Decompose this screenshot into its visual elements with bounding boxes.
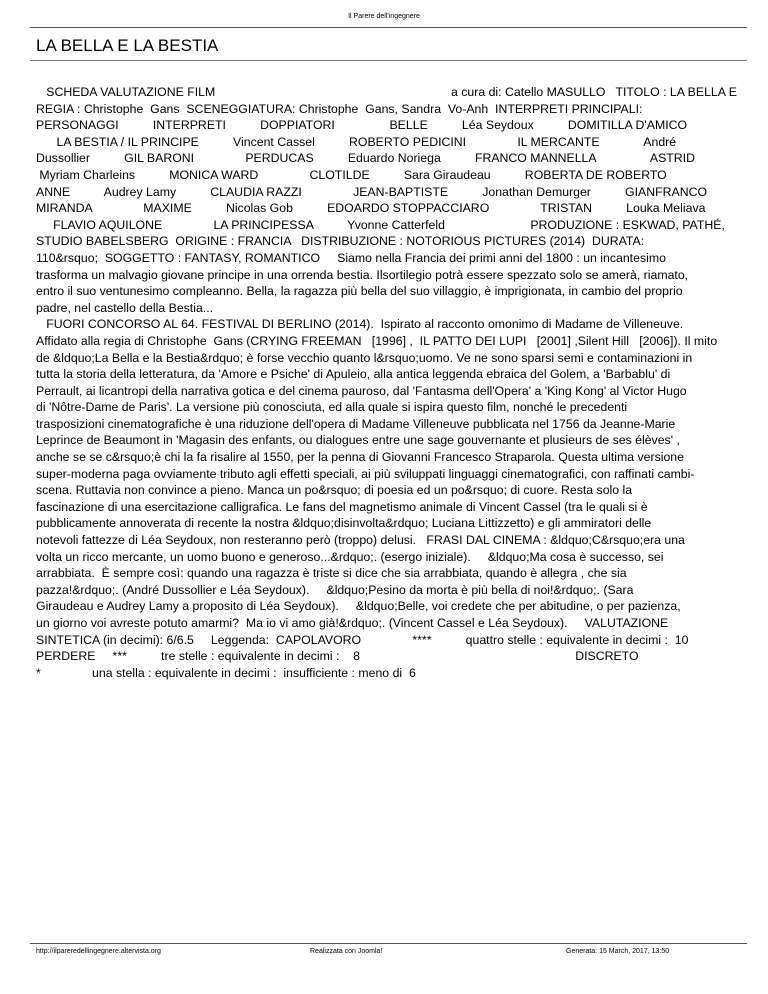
site-header: Il Parere dell'ingegnere xyxy=(348,13,420,20)
article-line: volta un ricco mercante, un uomo buono e generoso...&rdquo;. (esergo iniziale). &ldquo;Ma cosa è successo, sei xyxy=(36,549,664,564)
article-line: * una stella : equivalente in decimi : insufficiente : meno di 6 xyxy=(36,665,416,680)
article-line: PERSONAGGI INTERPRETI DOPPIATORI BELLE Léa Seydoux DOMITILLA D'AMICO xyxy=(36,118,688,133)
article-line: tutta la storia della letteratura, da 'Amore e Psiche' di Apuleio, alla antica leggenda ebraica del Golem, a 'Barbablu' di xyxy=(36,367,671,382)
article-line: Dussollier GIL BARONI PERDUCAS Eduardo Noriega FRANCO MANNELLA ASTRID xyxy=(36,151,695,166)
article-line: SCHEDA VALUTAZIONE FILM a cura di: Catello MASULLO TITOLO : LA BELLA E xyxy=(36,85,737,99)
article-line: REGIA : Christophe Gans SCENEGGIATURA: Christophe Gans, Sandra Vo-Anh INTERPRETI PRINCIPALI: xyxy=(36,101,643,116)
article-line: Leprince de Beaumont in 'Magasin des enfants, ou dialogues entre une sage gouvernante et plusieurs de ses élèves' , xyxy=(36,433,680,448)
article-line: padre, nel castello della Bestia... xyxy=(36,300,214,315)
article-line: Myriam Charleins MONICA WARD CLOTILDE Sara Giraudeau ROBERTA DE ROBERTO xyxy=(36,167,667,182)
article-line: STUDIO BABELSBERG ORIGINE : FRANCIA DISTRIBUZIONE : NOTORIOUS PICTURES (2014) DURATA: xyxy=(36,234,645,249)
article-line: trasforma un malvagio giovane principe in una orrenda bestia. Ilsortilegio potrà essere spezzato solo se amerà, riamato, xyxy=(36,267,689,282)
article-line: Affidato alla regia di Christophe Gans (CRYING FREEMAN [1996] , IL PATTO DEI LUPI [2001] ,Silent Hill [2006]). Il mito xyxy=(36,333,718,348)
article-line: un giorno voi avreste potuto amarmi? Ma io vi amo già!&rdquo;. (Vincent Cassel e Léa Seydoux). VALUTAZIONE xyxy=(36,616,669,630)
article-line: de &ldquo;La Bella e la Bestia&rdquo; è forse vecchio quanto l&rsquo;uomo. Ve ne sono sparsi semi e contaminazioni in xyxy=(36,350,693,365)
article-line: scena. Ruttavia non convince a pieno. Manca un po&rsquo; di poesia ed un po&rsquo; di cuore. Resta solo la xyxy=(36,483,633,498)
article-body xyxy=(36,84,768,681)
article-line: di 'Nôtre-Dame de Paris'. La versione più conosciuta, ed alla quale si ispira questo film, nonché le precedenti xyxy=(36,400,628,415)
article-line: notevoli fattezze di Léa Seydoux, non resteranno però (troppo) delusi. FRASI DAL CINEMA : &ldquo;C&rsquo;era una xyxy=(36,533,685,548)
footer-credit: Realizzata con Joomla! xyxy=(310,948,383,955)
article-line: MIRANDA MAXIME Nicolas Gob EDOARDO STOPPACCIARO TRISTAN Louka Meliava xyxy=(36,201,706,216)
article-line: 110&rsquo; SOGGETTO : FANTASY, ROMANTICO Siamo nella Francia dei primi anni del 1800 : un incantesimo xyxy=(36,250,666,265)
article-line: fascinazione di una esercitazione calligrafica. Le fans del magnetismo animale di Vincent Cassel (tra le quali si è xyxy=(36,499,648,514)
footer-url[interactable]: http://ilpareredellingegnere.altervista.org xyxy=(36,948,161,955)
article-line: LA BESTIA / IL PRINCIPE Vincent Cassel ROBERTO PEDICINI IL MERCANTE André xyxy=(36,134,677,149)
header-divider xyxy=(30,27,747,28)
article-line: arrabbiata. È sempre così: quando una ragazza è triste si dice che sia arrabbiata, quando è allegra , che sia xyxy=(36,566,627,581)
footer-generated-date: Generata: 15 March, 2017, 13:50 xyxy=(566,948,670,955)
article-line: trasposizioni cinematografiche è una riduzione dell'opera di Madame Villeneuve pubblicata nel 1756 da Jeanne-Marie xyxy=(36,416,676,431)
article-line: PERDERE *** tre stelle : equivalente in decimi : 8 DISCRETO xyxy=(36,649,639,664)
article-line: FUORI CONCORSO AL 64. FESTIVAL DI BERLINO (2014). Ispirato al racconto omonimo di Madame de Villeneuve. xyxy=(36,317,684,332)
article-line: ANNE Audrey Lamy CLAUDIA RAZZI JEAN-BAPTISTE Jonathan Demurger GIANFRANCO xyxy=(36,184,708,199)
article-line: Giraudeau e Audrey Lamy a proposito di Léa Seydoux). &ldquo;Belle, voi credete che per abitudine, o per pazienza, xyxy=(36,599,681,614)
article-line: anche se se c&rsquo;è chi la fa risalire al 1550, per la penna di Giovanni Francesco Straparola. Questa ultima versione xyxy=(36,450,684,465)
article-line: pazza!&rdquo;. (André Dussollier e Léa Seydoux). &ldquo;Pesino da morta è più bella di noi!&rdquo;. (Sara xyxy=(36,582,634,597)
article-line: Perrault, ai licantropi della narrativa gotica e del cinema pauroso, dal 'Fantasma dell'Opera' a 'King Kong' al Victor Hugo xyxy=(36,383,687,398)
article-line: super-moderna paga ovviamente tributo agli effetti speciali, ai più sviluppati linguaggi cinematografici, con raffinati cambi- xyxy=(36,466,695,481)
article-line: pubblicamente annoverata di recente la nostra &ldquo;disinvolta&rdquo; Luciana Littizzetto) e gli ammiratori delle xyxy=(36,516,652,531)
footer-divider xyxy=(30,943,747,944)
article-title: LA BELLA E LA BESTIA xyxy=(36,36,219,55)
article-line: FLAVIO AQUILONE LA PRINCIPESSA Yvonne Catterfeld PRODUZIONE : ESKWAD, PATHÉ, xyxy=(36,217,725,232)
article-line: SINTETICA (in decimi): 6/6.5 Leggenda: CAPOLAVORO **** quattro stelle : equivalente in decimi : 10 xyxy=(36,632,689,647)
article-line: entro il suo ventunesimo compleanno. Bella, la ragazza più bella del suo villaggio, è imprigionata, in cambio del proprio xyxy=(36,284,683,299)
title-divider xyxy=(30,60,747,61)
